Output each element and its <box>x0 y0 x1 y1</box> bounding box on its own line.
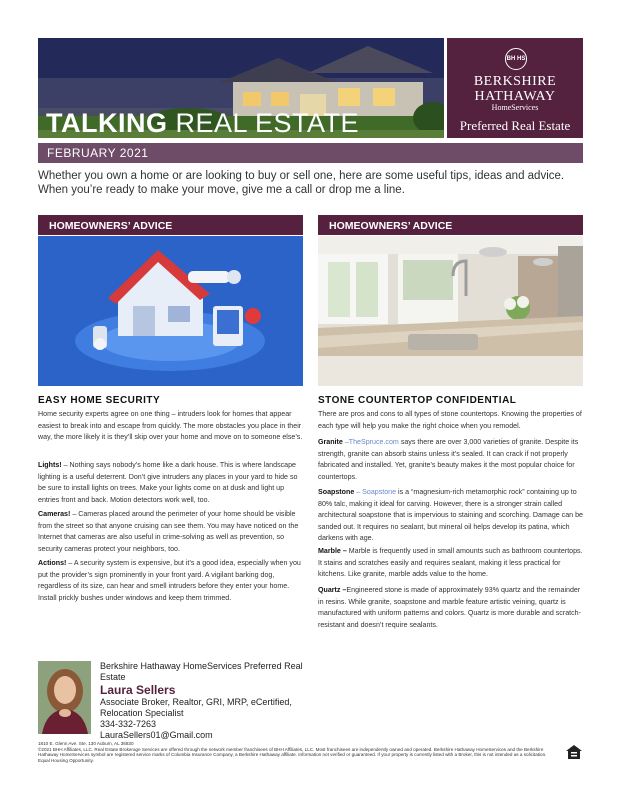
legal-disclaimer: ©2021 BHH Affiliates, LLC. Real Estate Brokerage Services are offered through the network member franchisees of BHH Affiliates, LLC. Most franchisees are independently owned and operated. Berkshire Hathaway HomeServices and the Berkshire Hathaway HomeServices symbol are registered service marks of Columbia Insurance Company, a Berkshire Hathaway affiliate. Information not verified or guaranteed. If your property is currently listed with a Broker, this is not intended as a solicitation. Equal Housing Opportunity. <box>38 746 547 763</box>
home-security-illustration <box>38 236 303 386</box>
actions-text: – A security system is expensive, but it’s a good idea, especially when you put the provider’s sign prominently in your front yard. A vigilant barking dog, regardless of its size, can hear and smell intruders before they enter your home. Install prickly bushes under windows and keep them trimmed. <box>38 559 301 602</box>
title-light: REAL ESTATE <box>175 108 360 138</box>
lights-lead: Lights! <box>38 461 62 469</box>
cameras-text: – Cameras placed around the perimeter of your home should be visible from the street so that anyone cruising can see them. You may have noticed on the Internet that cameras are also useful in crime-solving as well as prevention, so security cameras protect your neighbors, too. <box>38 510 299 553</box>
soapstone-link[interactable]: – Soapstone <box>354 488 397 496</box>
title-bold: TALKING <box>46 108 168 138</box>
header-banner <box>38 38 583 138</box>
agent-company-1: Berkshire Hathaway HomeServices Preferred Real <box>100 661 303 671</box>
quartz-lead: Quartz – <box>318 586 347 594</box>
agent-contact <box>100 661 303 741</box>
right-paragraph-3 <box>318 487 583 545</box>
kitchen-photo <box>318 236 583 386</box>
bhhs-seal-icon: BH HS <box>505 48 527 70</box>
brand-line-2: HATHAWAY <box>474 89 556 104</box>
thespruce-link[interactable]: –TheSpruce.com <box>342 438 399 446</box>
granite-text: says there are over 3,000 varieties of granite. Despite its strength, granite can absorb stains unless it’s sealed. It can crack if not properly fabricated and installed. Yet, granite’s beauty makes it the most popular choice for countertops. <box>318 438 579 481</box>
newsletter-title <box>46 108 359 139</box>
brand-logo-panel <box>447 38 583 138</box>
agent-company-2: Estate <box>100 672 126 682</box>
left-header-label: HOMEOWNERS’ ADVICE <box>49 220 173 232</box>
right-article-title: STONE COUNTERTOP CONFIDENTIAL <box>318 395 517 406</box>
marble-lead: Marble – <box>318 547 347 555</box>
left-paragraph-1: Home security experts agree on one thing – intruders look for homes that appear easiest to break into and escape from quickly. The more obstacles you place in their way, the more likely it is they’ll skip over your home and move on to someone else’s. <box>38 410 303 442</box>
soapstone-lead: Soapstone <box>318 488 355 496</box>
lights-text: – Nothing says nobody’s home like a dark house. This is where landscape lighting is a useful deterrent. Don’t give intruders any places in your yard to hide so be sure to install lights on trees. Make your lights come on at dusk and light up entries front and back. Motion detectors work well, too. <box>38 461 298 504</box>
footer-legal <box>38 741 558 763</box>
right-column-header <box>318 215 583 235</box>
equal-housing-icon <box>566 745 582 759</box>
issue-month-bar <box>38 143 583 163</box>
agent-title-2: Relocation Specialist <box>100 708 184 718</box>
cameras-lead: Cameras! <box>38 510 71 518</box>
brand-subtitle: HomeServices <box>491 103 539 112</box>
left-paragraph-2 <box>38 460 303 506</box>
intro-text: Whether you own a home or are looking to buy or sell one, here are some useful tips, ideas and advice. When you’re ready to make your move, give me a call or drop me a line. <box>38 170 565 196</box>
right-paragraph-4 <box>318 546 583 581</box>
left-column-header <box>38 215 303 235</box>
brand-name <box>447 74 583 104</box>
right-paragraph-2 <box>318 437 583 483</box>
right-header-label: HOMEOWNERS’ ADVICE <box>329 220 453 232</box>
issue-month: FEBRUARY 2021 <box>47 146 149 160</box>
quartz-text: Engineered stone is made of approximately 93% quartz and the remainder in resins. While granite, soapstone and marble feature artistic veining, quartz is manufactured with uniform patterns and colors. Quartz is more durable and scratch-resistant and doesn’t require sealants. <box>318 586 581 629</box>
soapstone-text: is a “magnesium-rich metamorphic rock” containing up to 80% talc, making it ideal for carving. However, there is a stronger strain called architectural soapstone that is impervious to staining and scorching. Damage can be sanded out. It requires no sealant, but mineral oil helps develop its patina, which darkens with age. <box>318 488 583 543</box>
agent-email[interactable]: LauraSellers01@Gmail.com <box>100 730 213 740</box>
granite-lead: Granite <box>318 438 343 446</box>
office-address: 1810 E. Glenn Ave. Ste. 130 Auburn, AL 36830 <box>38 741 134 746</box>
marble-text: Marble is frequently used in small amounts such as bathroom countertops. It stains and scratches easily and requires sealant, making it less practical for kitchens. Like granite, marble adds value to the home. <box>318 547 583 579</box>
left-paragraph-4 <box>38 558 303 604</box>
agent-photo <box>38 661 91 734</box>
agent-phone[interactable]: 334-332-7263 <box>100 719 157 729</box>
agent-title-1: Associate Broker, Realtor, GRI, MRP, eCertified, <box>100 697 292 707</box>
right-paragraph-5 <box>318 585 583 631</box>
brand-office: Preferred Real Estate <box>459 118 571 133</box>
left-paragraph-3 <box>38 509 303 555</box>
brand-line-1: BERKSHIRE <box>473 74 557 89</box>
right-paragraph-1: There are pros and cons to all types of stone countertops. Knowing the properties of each type will help you make the right choice when you remodel. <box>318 410 582 430</box>
left-article-title: EASY HOME SECURITY <box>38 395 161 406</box>
actions-lead: Actions! <box>38 559 67 567</box>
agent-name: Laura Sellers <box>100 683 176 697</box>
